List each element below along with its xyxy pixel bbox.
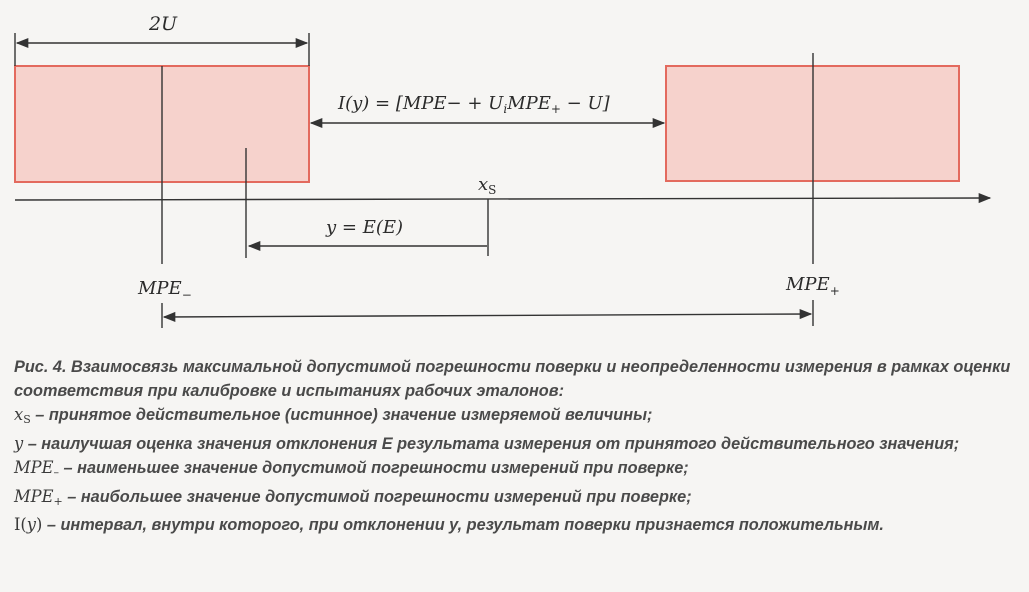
mpe-minus-label: $MPE_-$ (138, 278, 192, 302)
caption-y-line: y – наилучшая оценка значения отклонения Е результата измерения от принятого действительного значения; (14, 433, 960, 453)
mpe-plus-label: $MPE_+$ (786, 274, 840, 298)
xs-label: $x_S$ (478, 174, 497, 197)
mpe-minus-symbol: $MPE_-$ (14, 458, 60, 479)
caption-mpe-plus-line: $MPE_+$ – наибольшее значение допустимой погрешности измерений при поверке; (14, 486, 692, 508)
2u-label: 2U (148, 13, 178, 35)
iy-symbol: I(y) (14, 515, 43, 534)
figure-caption (14, 356, 1019, 538)
caption-iy-line: I(y) – интервал, внутри которого, при отклонении у, результат поверки признается положительным. (14, 515, 884, 534)
y-symbol: y (14, 433, 24, 453)
caption-xs-line: $x_S$ – принятое действительное (истинное) значение измеряемой величины; (14, 405, 653, 426)
mpe-range-arrow (164, 314, 811, 317)
xs-symbol: $x_S$ (14, 405, 31, 426)
caption-mpe-minus-line: $MPE_-$ – наименьшее значение допустимой погрешности измерений при поверке; (14, 458, 689, 479)
measurement-axis (15, 198, 990, 200)
caption-title: Рис. 4. Взаимосвязь максимальной допустимой погрешности поверки и неопределенности измерения в рамках оценки соответствия при калибровке и испытаниях рабочих эталонов: (14, 358, 1011, 400)
deviation-formula: y = E(E) (326, 217, 404, 238)
mpe-plus-symbol: $MPE_+$ (14, 486, 63, 508)
interval-formula: $I(y) = [MPE- + U_iMPE_+ - U]$ (338, 93, 610, 116)
